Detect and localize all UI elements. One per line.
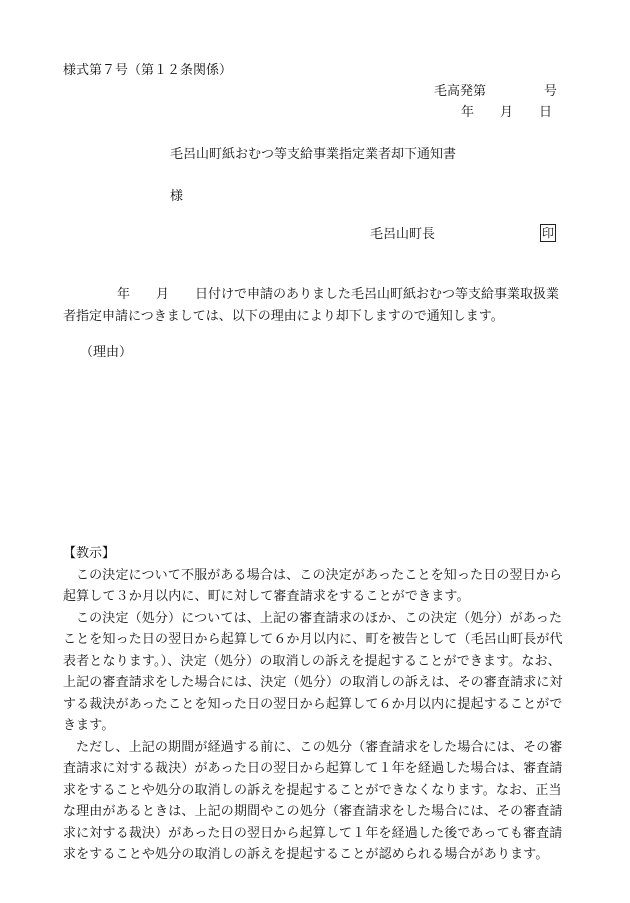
document-number-suffix: 号	[544, 84, 558, 99]
addressee: 様	[170, 189, 184, 204]
body-text: 日付けで申請のありました毛呂山町紙おむつ等支給事業取扱業者指定申請につきましては、以下の理由により却下しますので通知します。	[63, 287, 560, 324]
document-number-prefix: 毛高発第	[434, 84, 487, 99]
notice-heading: 【教示】	[63, 546, 116, 561]
date-year-label: 年	[461, 105, 475, 120]
notice-paragraph: この決定（処分）については、上記の審査請求のほか、この決定（処分）があったことを知った日の翌日から起算して６か月以内に、町を被告として（毛呂山町長が代表者となります。）、決定（処分）の取消しの訴えを提起することができます。なお、上記の審査請求をした場合には、決定（処分）の取消しの訴えは、その審査請求に対する裁決があったことを知った日の翌日から起算して６か月以内に提起することができます。	[63, 610, 563, 733]
date-day-label: 日	[539, 105, 553, 120]
body-month-label: 月	[156, 287, 170, 302]
document-title: 毛呂山町紙おむつ等支給事業指定業者却下通知書	[170, 147, 457, 162]
body-year-label: 年	[117, 287, 131, 302]
seal-mark: 印	[542, 226, 555, 240]
document-date	[461, 106, 552, 119]
document-number	[434, 85, 557, 98]
date-month-label: 月	[500, 105, 514, 120]
appeal-notice	[63, 543, 568, 866]
body-paragraph	[63, 284, 563, 328]
sender-name: 毛呂山町長	[370, 227, 436, 242]
form-label: 様式第７号（第１２条関係）	[63, 63, 233, 78]
reason-label: （理由）	[80, 345, 133, 360]
notice-paragraph: ただし、上記の期間が経過する前に、この処分（審査請求をした場合には、その審査請求に対する裁決）があった日の翌日から起算して１年を経過した場合は、審査請求をすることや処分の取消しの訴えを提起することができなくなります。なお、正当な理由があるときは、上記の期間やこの処分（審査請求をした場合には、その審査請求に対する裁決）があった日の翌日から起算して１年を経過した後であっても審査請求をすることや処分の取消しの訴えを提起することが認められる場合があります。	[63, 739, 563, 862]
notice-paragraph: この決定について不服がある場合は、この決定があったことを知った日の翌日から起算して３か月以内に、町に対して審査請求をすることができます。	[63, 567, 563, 604]
